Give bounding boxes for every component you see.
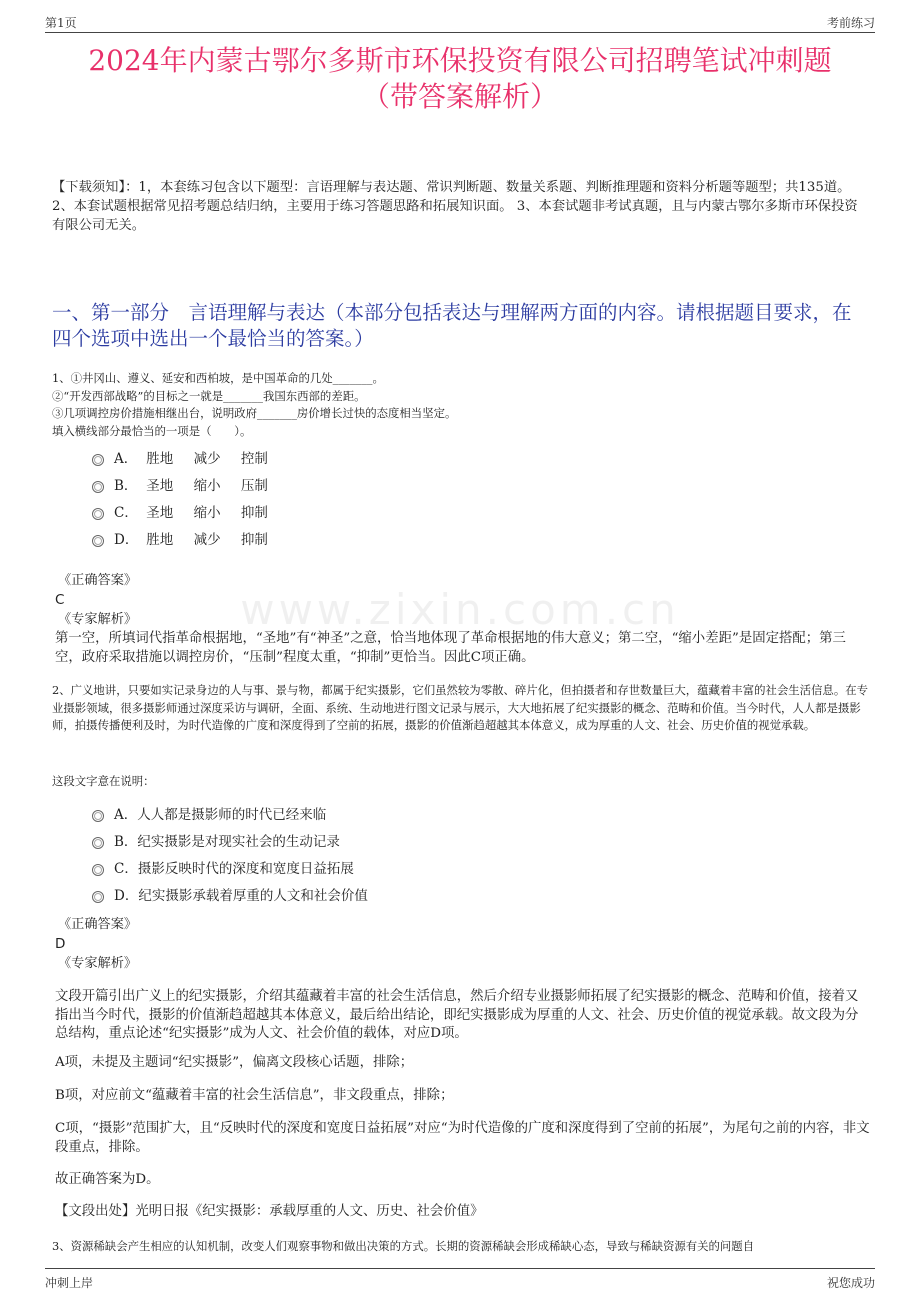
radio-icon[interactable] <box>92 837 104 849</box>
question-line: 填入横线部分最恰当的一项是（ ）。 <box>52 423 252 438</box>
question-1-options <box>92 446 284 554</box>
answer-label: 《正确答案》 <box>58 573 138 588</box>
radio-icon[interactable] <box>92 454 104 466</box>
question-line: 1、①井冈山、遵义、延安和西柏坡，是中国革命的几处_______。 <box>52 371 384 385</box>
question-2-stem: 2、广义地讲，只要如实记录身边的人与事、景与物，都属于纪实摄影，它们虽然较为零散、碎片化，但拍摄者和存世数量巨大，蕴藏着丰富的社会生活信息。在专业摄影领域，很多摄影师通过深度采访与调研，全面、系统、生动地进行图文记录与展示，大大地拓展了纪实摄影的概念、范畴和价值。当今时代，人人都是摄影师，拍摄传播便利及时，为时代造像的广度和深度得到了空前的拓展，摄影的价值渐趋超越其本体意义，成为厚重的人文、社会、历史价值的视觉承载。 <box>52 683 868 732</box>
option-a[interactable]: A．人人都是摄影师的时代已经来临 <box>92 802 368 829</box>
option-d[interactable]: D． 胜地 减少 抑制 <box>92 527 284 554</box>
option-a[interactable]: A． 胜地 减少 控制 <box>92 446 284 473</box>
answer-label: 《正确答案》 <box>58 917 138 932</box>
question-3-stem: 3、资源稀缺会产生相应的认知机制，改变人们观察事物和做出决策的方式。长期的资源稀缺会形成稀缺心态，导致与稀缺资源有关的问题自 <box>52 1239 755 1253</box>
radio-icon[interactable] <box>92 891 104 903</box>
footer-right: 祝您成功 <box>826 1276 875 1290</box>
analysis-paragraph: 文段开篇引出广义上的纪实摄影，介绍其蕴藏着丰富的社会生活信息，然后介绍专业摄影师拓展了纪实摄影的概念、范畴和价值，接着又指出当今时代，摄影的价值渐趋超越其本体意义，最后给出结论，即纪实摄影成为厚重的人文、社会、历史价值的视觉承载。故文段为分总结构，重点论述“纪实摄影”成为人文、社会价值的载体，对应D项。 <box>55 989 859 1041</box>
radio-icon[interactable] <box>92 810 104 822</box>
source-citation: 【文段出处】光明日报《纪实摄影：承载厚重的人文、历史、社会价值》 <box>55 1204 484 1219</box>
option-c[interactable]: C．摄影反映时代的深度和宽度日益拓展 <box>92 856 368 883</box>
option-b[interactable]: B．纪实摄影是对现实社会的生动记录 <box>92 829 368 856</box>
radio-icon[interactable] <box>92 481 104 493</box>
radio-icon[interactable] <box>92 864 104 876</box>
question-line: ③几项调控房价措施相继出台，说明政府_______房价增长过快的态度相当坚定。 <box>52 406 457 420</box>
watermark: www.zixin.com.cn <box>240 585 680 634</box>
analysis-paragraph: C项，“摄影”范围扩大，且“反映时代的深度和宽度日益拓展”对应“为时代造像的广度和深度得到了空前的拓展”，为尾句之前的内容，非文段重点，排除。 <box>55 1121 870 1155</box>
page-header <box>45 10 875 33</box>
analysis-paragraph: 故正确答案为D。 <box>55 1172 160 1187</box>
answer-value: C <box>55 592 65 608</box>
analysis-paragraph: A项，未提及主题词“纪实摄影”，偏离文段核心话题，排除； <box>55 1055 414 1070</box>
option-c[interactable]: C． 圣地 缩小 抑制 <box>92 500 284 527</box>
question-1-stem <box>52 370 870 440</box>
question-2-options <box>92 802 368 910</box>
analysis-paragraph: B项，对应前文“蕴藏着丰富的社会生活信息”，非文段重点，排除； <box>55 1088 454 1103</box>
header-label: 考前练习 <box>826 16 875 30</box>
download-notice: 【下载须知】：1，本套练习包含以下题型：言语理解与表达题、常识判断题、数量关系题、判断推理题和资料分析题等题型；共135道。 2、本套试题根据常见招考题总结归纳，主要用于练习答题思路和拓展知识面。 3、本套试题非考试真题，且与内蒙古鄂尔多斯市环保投资有限公司无关。 <box>52 180 858 233</box>
analysis-label: 《专家解析》 <box>58 612 138 627</box>
question-2-ask: 这段文字意在说明： <box>52 774 155 788</box>
doc-title: 2024年内蒙古鄂尔多斯市环保投资有限公司招聘笔试冲刺题 <box>88 44 832 77</box>
footer-left: 冲刺上岸 <box>45 1276 94 1290</box>
analysis-label: 《专家解析》 <box>58 956 138 971</box>
radio-icon[interactable] <box>92 535 104 547</box>
option-d[interactable]: D．纪实摄影承载着厚重的人文和社会价值 <box>92 883 368 910</box>
section-heading: 一、第一部分 言语理解与表达（本部分包括表达与理解两方面的内容。请根据题目要求，在四个选项中选出一个最恰当的答案。） <box>52 301 852 350</box>
doc-subtitle: （带答案解析） <box>361 80 558 113</box>
page-number: 第1页 <box>45 16 77 30</box>
question-line: ②“开发西部战略”的目标之一就是_______我国东西部的差距。 <box>52 388 366 403</box>
answer-value: D <box>55 936 66 952</box>
analysis-text: 第一空，所填词代指革命根据地，“圣地”有“神圣”之意，恰当地体现了革命根据地的伟大意义；第二空，“缩小差距”是固定搭配；第三空，政府采取措施以调控房价，“压制”程度太重，“抑制”更恰当。因此C项正确。 <box>55 631 846 665</box>
option-b[interactable]: B． 圣地 缩小 压制 <box>92 473 284 500</box>
radio-icon[interactable] <box>92 508 104 520</box>
page-footer <box>45 1268 875 1293</box>
